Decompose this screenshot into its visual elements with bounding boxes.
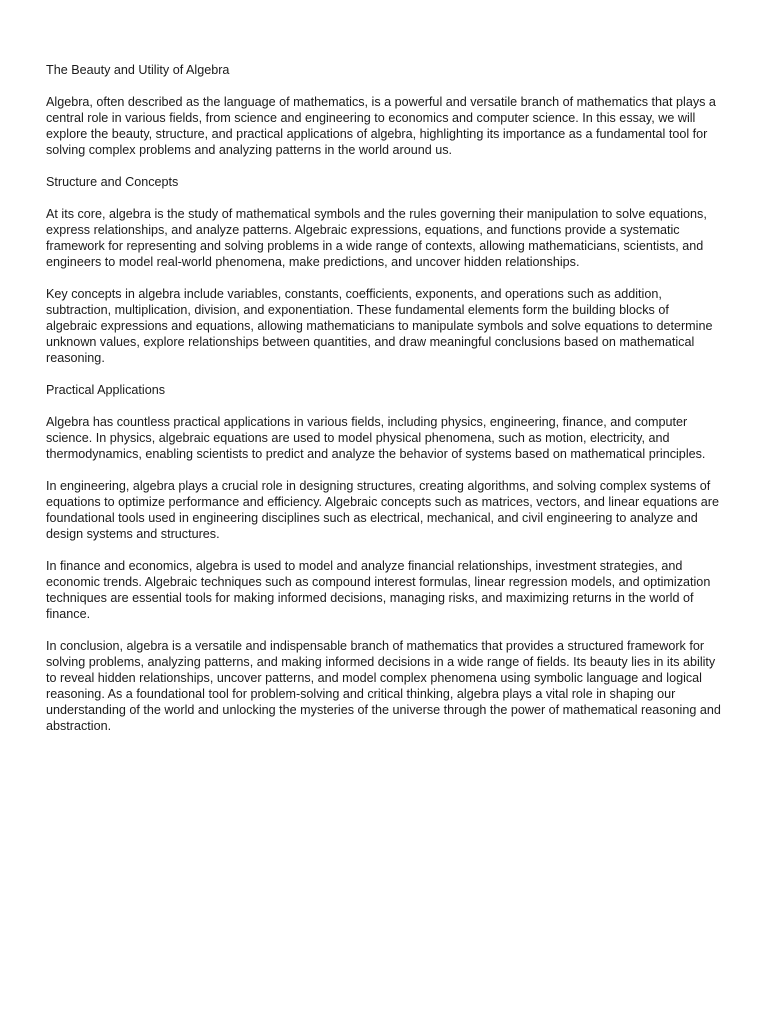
applications-paragraph-1: Algebra has countless practical applications in various fields, including physics, engineering, finance, and computer science. In physics, algebraic equations are used to model physical phenomena, such as motion, electricity, and thermodynamics, enabling scientists to predict and analyze the behavior of systems based on mathematical principles. — [46, 415, 706, 461]
conclusion-paragraph: In conclusion, algebra is a versatile and indispensable branch of mathematics that provides a structured framework for solving problems, analyzing patterns, and making informed decisions in a wide range of fields. Its beauty lies in its ability to reveal hidden relationships, uncover patterns, and model complex phenomena using symbolic language and logical reasoning. As a foundational tool for problem-solving and critical thinking, algebra plays a vital role in shaping our understanding of the world and unlocking the mysteries of the universe through the power of mathematical reasoning and abstraction. — [46, 639, 721, 733]
applications-paragraph-3: In finance and economics, algebra is used to model and analyze financial relationships, investment strategies, and economic trends. Algebraic techniques such as compound interest formulas, linear regression models, and optimization techniques are essential tools for making informed decisions, managing risks, and maximizing returns in the world of finance. — [46, 559, 711, 621]
structure-paragraph-1: At its core, algebra is the study of mathematical symbols and the rules governing their manipulation to solve equations, express relationships, and analyze patterns. Algebraic expressions, equations, and functions provide a systematic framework for representing and solving problems in a wide range of contexts, allowing mathematicians, scientists, and engineers to model real-world phenomena, make predictions, and uncover hidden relationships. — [46, 207, 707, 269]
intro-paragraph: Algebra, often described as the language of mathematics, is a powerful and versatile branch of mathematics that plays a central role in various fields, from science and engineering to economics and computer science. In this essay, we will explore the beauty, structure, and practical applications of algebra, highlighting its importance as a fundamental tool for solving complex problems and analyzing patterns in the world around us. — [46, 95, 716, 157]
structure-paragraph-2: Key concepts in algebra include variables, constants, coefficients, exponents, and operations such as addition, subtraction, multiplication, division, and exponentiation. These fundamental elements form the building blocks of algebraic expressions and equations, allowing mathematicians to manipulate symbols and solve equations to determine unknown values, explore relationships between quantities, and draw meaningful conclusions based on mathematical reasoning. — [46, 287, 713, 365]
section-heading-structure: Structure and Concepts — [46, 175, 179, 189]
applications-paragraph-2: In engineering, algebra plays a crucial role in designing structures, creating algorithms, and solving complex systems of equations to optimize performance and efficiency. Algebraic concepts such as matrices, vectors, and linear equations are foundational tools used in engineering disciplines such as electrical, mechanical, and civil engineering to analyze and design systems and structures. — [46, 479, 719, 541]
section-heading-applications: Practical Applications — [46, 383, 166, 397]
document-title: The Beauty and Utility of Algebra — [46, 63, 230, 77]
document-page — [46, 62, 722, 750]
